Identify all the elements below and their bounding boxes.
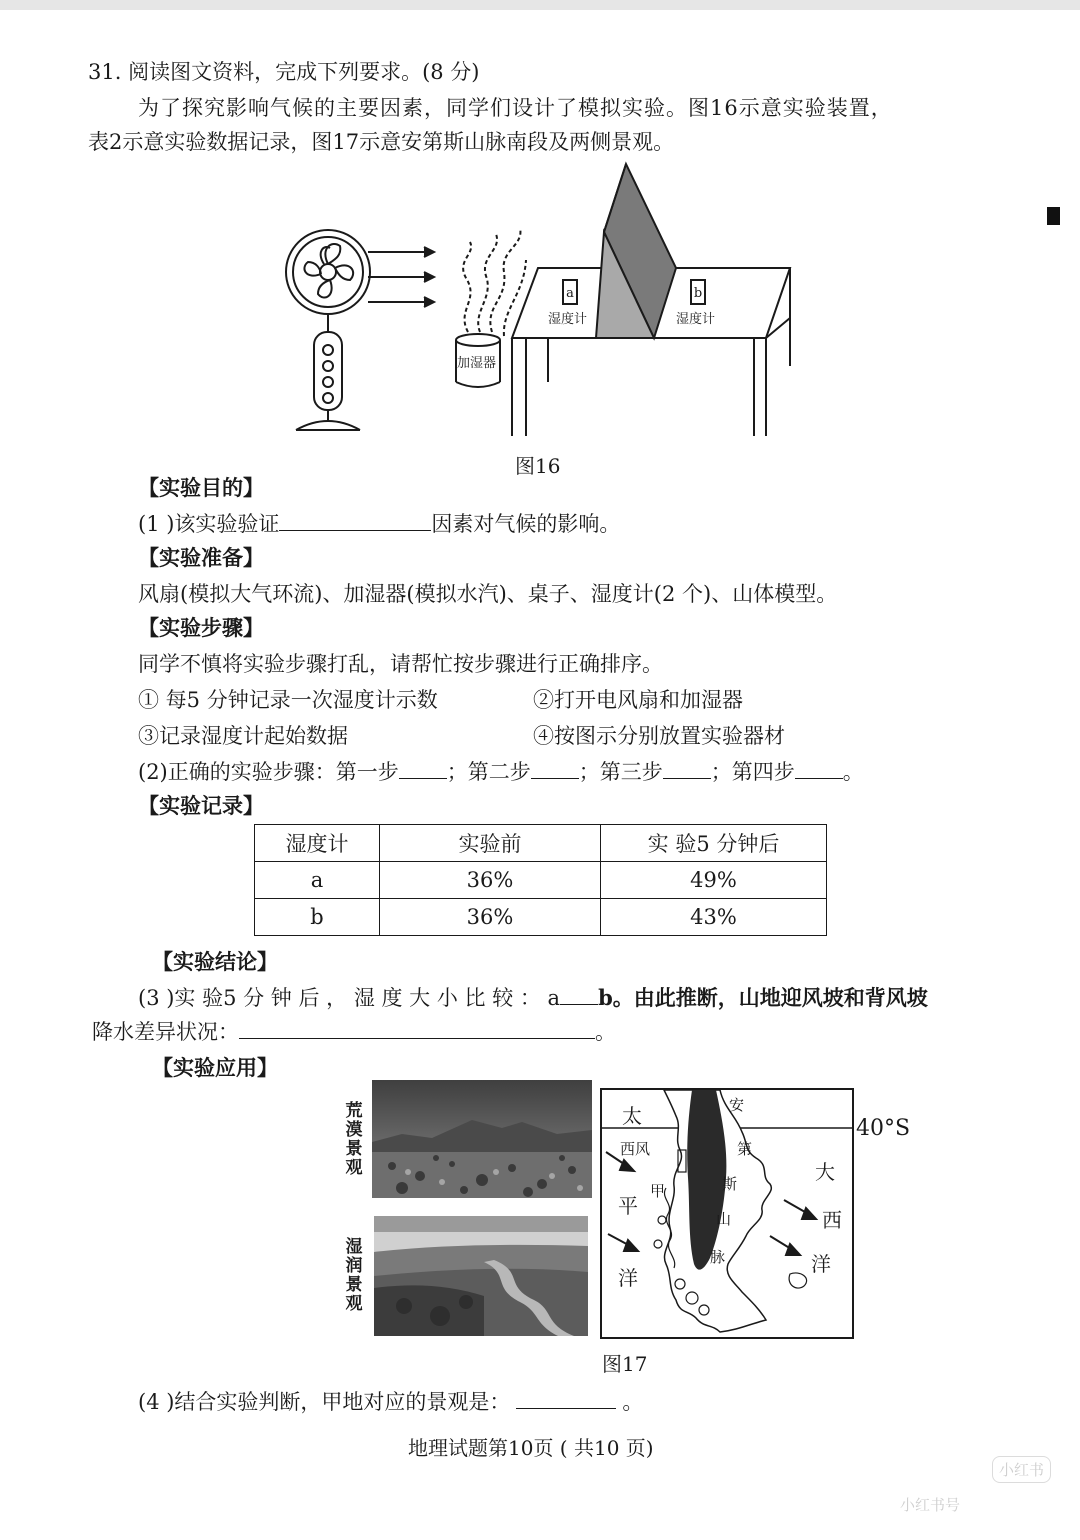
table-cell: 36% <box>380 899 601 936</box>
wet-landscape-photo <box>374 1216 588 1336</box>
table-cell: 36% <box>380 862 601 899</box>
desert-landscape-photo <box>372 1080 592 1198</box>
map-andes-2: 第 <box>737 1140 753 1158</box>
map-pacific-3: 洋 <box>618 1266 638 1290</box>
record-table <box>254 824 827 936</box>
section-purpose: 【实验目的】 <box>138 475 264 500</box>
hygrometer-a-label: 湿度计 <box>548 312 588 327</box>
map-andes-1: 安 <box>729 1096 745 1114</box>
map-latitude-label: 40°S <box>856 1116 911 1141</box>
section-application: 【实验应用】 <box>152 1055 278 1080</box>
q2-end: 。 <box>842 760 864 784</box>
desert-label: 荒漠景观 <box>345 1101 363 1178</box>
table-row <box>255 899 827 936</box>
watermark-logo: 小红书 <box>992 1456 1051 1483</box>
step-item-3: ③记录湿度计起始数据 <box>138 724 348 748</box>
figure16-apparatus <box>280 160 810 445</box>
hygrometer-a-tag: a <box>566 286 574 301</box>
q2-step3: ；第三步 <box>578 760 663 784</box>
steps-intro: 同学不慎将实验步骤打乱，请帮忙按步骤进行正确排序。 <box>138 652 663 676</box>
hygrometer-b-tag: b <box>693 286 703 301</box>
top-border <box>0 0 1080 10</box>
map-atlantic-1: 大 <box>815 1160 835 1184</box>
map-pacific-2: 平 <box>618 1194 638 1218</box>
question-header: 31. 阅读图文资料，完成下列要求。(8 分) <box>88 60 480 84</box>
table-cell: b <box>255 899 380 936</box>
q3-b-part: b。由此推断，山地迎风坡和背风坡 <box>598 985 928 1010</box>
question-3-line-1 <box>138 982 928 1012</box>
map-andes-3: 斯 <box>722 1175 738 1193</box>
step-item-1: ① 每5 分钟记录一次湿度计示数 <box>138 688 438 712</box>
q2-blank-1[interactable] <box>399 756 447 779</box>
section-preparation: 【实验准备】 <box>138 545 264 570</box>
wind-arrows <box>368 247 434 307</box>
q2-prefix: (2)正确的实验步骤：第一步 <box>138 760 399 784</box>
figure17-caption: 图17 <box>602 1352 648 1376</box>
section-record: 【实验记录】 <box>138 793 264 818</box>
fan-icon <box>286 230 370 430</box>
q2-blank-4[interactable] <box>795 756 843 779</box>
vapor-curls <box>463 228 526 336</box>
q3-line2: 降水差异状况： <box>92 1020 239 1044</box>
map-andes-5: 脉 <box>710 1248 726 1266</box>
map-atlantic-2: 西 <box>822 1208 842 1232</box>
map-pacific-1: 太 <box>622 1104 642 1128</box>
intro-line-1: 为了探究影响气候的主要因素，同学们设计了模拟实验。图16示意实验装置， <box>138 96 893 120</box>
q2-blank-3[interactable] <box>663 756 711 779</box>
watermark-id: 小红书号 <box>900 1496 961 1514</box>
mountain-model <box>596 164 676 338</box>
q2-step2: ；第二步 <box>446 760 531 784</box>
q1-suffix: 因素对气候的影响。 <box>431 512 621 536</box>
q3-end: 。 <box>595 1020 616 1044</box>
table-header: 实验前 <box>380 825 601 862</box>
table-cell: 49% <box>601 862 827 899</box>
preparation-text: 风扇(模拟大气环流)、加湿器(模拟水汽)、桌子、湿度计(2 个)、山体模型。 <box>138 582 838 606</box>
page-footer: 地理试题第10页 ( 共10 页) <box>408 1436 654 1460</box>
q4-end: 。 <box>622 1390 644 1414</box>
q1-prefix: (1 )该实验验证 <box>138 512 280 536</box>
map-andes-4: 山 <box>716 1210 732 1228</box>
q2-blank-2[interactable] <box>531 756 579 779</box>
q3-answer-blank[interactable] <box>239 1016 595 1039</box>
q3-compare-blank[interactable] <box>560 982 598 1005</box>
step-item-2: ②打开电风扇和加湿器 <box>533 688 743 712</box>
table-row <box>255 862 827 899</box>
map-westerly: 西风 <box>620 1140 651 1158</box>
section-steps: 【实验步骤】 <box>138 615 264 640</box>
table-cell: a <box>255 862 380 899</box>
table-cell: 43% <box>601 899 827 936</box>
table-header-row <box>255 825 827 862</box>
question-4 <box>138 1386 643 1416</box>
hygrometer-b-label: 湿度计 <box>676 312 716 327</box>
q2-step4: ；第四步 <box>710 760 795 784</box>
q3-prefix: (3 )实 验5 分 钟 后 ， 湿 度 大 小 比 较 ： a <box>138 986 561 1010</box>
q4-answer-blank[interactable] <box>516 1386 616 1409</box>
map-jia: 甲 <box>650 1182 666 1200</box>
q4-prefix: (4 )结合实验判断，甲地对应的景观是： <box>138 1390 511 1414</box>
table-header: 湿度计 <box>255 825 380 862</box>
page-marker <box>1047 207 1060 225</box>
intro-line-2: 表2示意实验数据记录，图17示意安第斯山脉南段及两侧景观。 <box>88 130 675 154</box>
section-conclusion: 【实验结论】 <box>152 949 278 974</box>
map-atlantic-3: 洋 <box>811 1252 831 1276</box>
question-2 <box>138 756 864 786</box>
question-3-line-2 <box>92 1016 616 1046</box>
question-1 <box>138 508 620 538</box>
table-header: 实 验5 分钟后 <box>601 825 827 862</box>
q1-answer-blank[interactable] <box>279 508 431 531</box>
figure16-caption: 图16 <box>515 454 561 478</box>
humidifier-label: 加湿器 <box>457 356 497 371</box>
step-item-4: ④按图示分别放置实验器材 <box>533 724 785 748</box>
wet-label: 湿润景观 <box>345 1237 363 1314</box>
